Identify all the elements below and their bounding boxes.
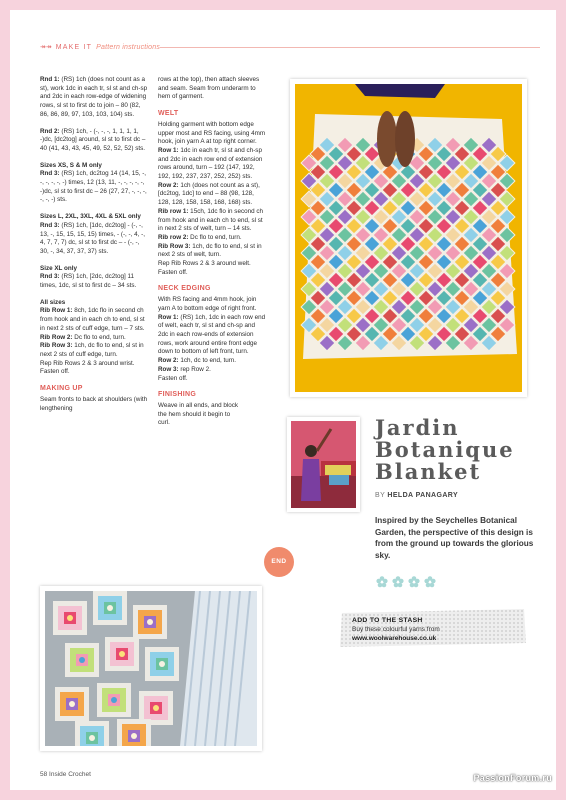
page-footer <box>40 771 91 778</box>
designer-photo <box>287 417 360 512</box>
byline: BY HELDA PANAGARY <box>375 492 459 499</box>
instruction-rnd1: Rnd 1: (RS) 1ch (does not count as a st), work 1dc in each tr, sl st and ch-sp and 2dc in each row-edge of widening rows, sl st to first dc to join – 80 (82, 86, 86, 89, 97, 103, 103, 104) sts. <box>40 76 148 118</box>
header-divider <box>160 47 540 48</box>
granny-square-center <box>119 651 125 657</box>
double-arrow-icon: ↠↠ <box>40 44 52 51</box>
granny-square-center <box>69 701 75 707</box>
flower-icons <box>375 575 439 589</box>
granny-square-center <box>147 619 153 625</box>
cardigan-photo <box>40 586 262 751</box>
designer-image <box>291 421 356 508</box>
blanket-image <box>295 84 522 392</box>
stash-link[interactable]: www.woolwarehouse.co.uk <box>352 635 437 642</box>
cardigan-image <box>45 591 257 746</box>
page-number: 58 <box>40 771 48 778</box>
granny-square-center <box>159 661 165 667</box>
instruction-sizes-large: Sizes L, 2XL, 3XL, 4XL & 5XL only Rnd 3: (RS) 1ch, [1dc, dc2tog] - (-, -, 13, -, 15, 15, 15, 15) times, - (-, -, 4, -, 4, 7, 7, 7) dc, sl st to first dc – - (-, -, 30, -, 34, 37, 37, 37) sts. <box>40 213 145 255</box>
making-up-heading: MAKING UP <box>40 385 83 393</box>
section-header <box>40 43 160 51</box>
granny-square-center <box>111 697 117 703</box>
welt-heading: WELT <box>158 110 179 118</box>
granny-square-center <box>89 735 95 741</box>
making-up-text: Seam fronts to back at shoulders (with lengthening <box>40 395 148 412</box>
pattern-column-2 <box>158 76 266 436</box>
neck-edging-heading: NECK EDGING <box>158 285 211 293</box>
magazine-name: Inside Crochet <box>49 771 91 778</box>
granny-square-center <box>67 615 73 621</box>
blanket-photo <box>290 79 527 397</box>
end-badge: END <box>264 547 294 577</box>
neck-edging-instructions: With RS facing and 4mm hook, join yarn A to bottom edge of right front. Row 1: (RS) 1ch, 1dc in each row end of welt, each tr, sl st and ch-sp and 2dc in each row-ends of extension rows, work around entire front edge down to bottom of left front, turn. Row 2: 1ch, dc to end, turn. Row 3: rep Row 2. Fasten off. <box>158 296 266 382</box>
watermark: PassionForum.ru <box>473 773 552 783</box>
instruction-sizes-small: Sizes XS, S & M only Rnd 3: (RS) 1ch, dc2tog 14 (14, 15, -, -, -, -, -, -) times, 12 (13, 11, -, -, -, -, -, -)dc, sl st to first dc – 26 (27, 27, -, -, -, -, -, -) sts. <box>40 161 147 204</box>
granny-square-center <box>107 605 113 611</box>
section-name: MAKE IT <box>55 44 93 51</box>
section-subtitle: Pattern instructions <box>96 44 161 51</box>
instruction-size-xl: Size XL only Rnd 3: (RS) 1ch, [2dc, dc2tog] 11 times, 1dc, sl st to first dc – 34 sts. <box>40 264 137 290</box>
granny-square-center <box>79 657 85 663</box>
stash-box <box>340 609 526 647</box>
finishing-text: Weave in all ends, and block the hem should it begin to curl. <box>158 401 239 427</box>
pattern-column-1 <box>40 76 148 421</box>
pattern-intro: Inspired by the Seychelles Botanical Garden, the perspective of this design is from the ground up towards the glorious sky. <box>375 516 534 560</box>
stash-text: Buy these colourful yarns from <box>352 626 440 633</box>
granny-square-center <box>153 705 159 711</box>
instruction-all-sizes: All sizes Rib Row 1: 8ch, 1dc flo in second ch from hook and in each ch to end, sl st in next 2 sts of cuff edge, turn – 7 sts. Rib Row 2: Dc flo to end, turn. Rib Row 3: 1ch, dc flo to end, sl st in next 2 sts of cuff edge, turn. Rep Rib Rows 2 & 3 around wrist. Fasten off. <box>40 298 145 376</box>
making-up-continued: rows at the top), then attach sleeves and seam. Seam from underarm to hem of garment. <box>158 76 260 101</box>
pattern-title: Jardin Botanique Blanket <box>375 415 515 484</box>
granny-square-center <box>131 733 137 739</box>
finishing-heading: FINISHING <box>158 391 197 399</box>
instruction-rnd2: Rnd 2: (RS) 1ch, - (-, -, -, 1, 1, 1, 1, -)dc, [dc2tog] around, sl st to first dc – 40 (41, 43, 43, 45, 49, 52, 52, 52) sts. <box>40 127 146 152</box>
stash-heading: ADD TO THE STASH <box>352 617 423 624</box>
welt-instructions: Holding garment with bottom edge upper most and RS facing, using 4mm hook, join yarn A at top right corner. Row 1: 1dc in each tr, sl st and ch-sp and 2dc in each row end of extension rows around, turn – 192 (147, 192, 192, 192, 237, 237, 252, 252) sts. Row 2: 1ch (does not count as a st), [dc2tog, 1dc] to end – 88 (98, 128, 128, 128, 158, 158, 168, 168) sts. Rib row 1: 15ch, 1dc flo in second ch from hook and in each ch to end, sl st in next 2 sts of welt, turn – 14 sts. Rib row 2: Dc flo to end, turn. Rib Row 3: 1ch, dc flo to end, sl st in next 2 sts of welt, turn. Rep Rib Rows 2 & 3 around welt. Fasten off. <box>158 120 266 276</box>
